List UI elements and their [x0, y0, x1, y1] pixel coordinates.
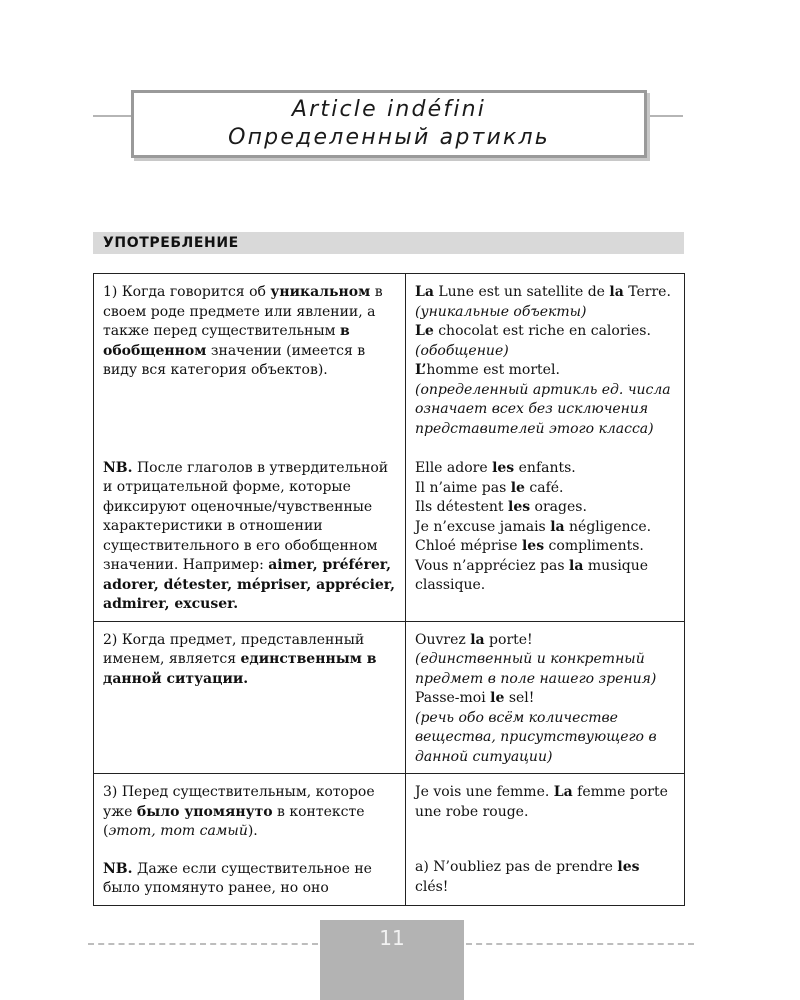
example-text: enfants.: [514, 460, 576, 476]
example-text: a) N’oubliez pas de prendre: [415, 859, 618, 875]
title-rule-right: [645, 115, 683, 117]
example-cell: [406, 621, 685, 774]
table-row: [94, 621, 685, 774]
title-french: Article indéfini: [291, 97, 487, 122]
example-text: Ouvrez: [415, 631, 471, 648]
article: La: [553, 784, 573, 800]
example: [415, 498, 675, 518]
title-box: [131, 90, 647, 158]
example-text: chocolat est riche en calories.: [433, 323, 651, 339]
rule-text-part: ).: [247, 823, 258, 839]
nb-label: NB.: [103, 459, 133, 476]
rule-text: [103, 783, 396, 842]
example-note: [415, 709, 675, 768]
article: L’: [415, 362, 427, 378]
article: la: [609, 284, 624, 300]
article: les: [492, 460, 515, 476]
article: la: [569, 557, 584, 574]
example-note: (уникальные объекты): [415, 303, 587, 320]
article: la: [550, 518, 565, 535]
rule-text-part: в контексте (: [103, 803, 365, 839]
example-text: Elle adore: [415, 460, 493, 476]
example: [415, 783, 675, 822]
rule-cell: [94, 274, 406, 622]
nb-note: [103, 860, 396, 899]
footer-rule-left: [88, 943, 318, 945]
example-note-text: (единственный и конкретный предмет в поле нашего зрения): [415, 651, 657, 687]
article: La: [415, 284, 434, 300]
example-note-text: (речь обо всём количестве вещества, присутствующего в данной ситуации): [415, 709, 657, 765]
example: [415, 537, 675, 557]
example-text: clés!: [415, 878, 449, 895]
example: [415, 322, 675, 342]
nb-end: .: [233, 596, 239, 612]
example-text: femme porte une robe rouge.: [415, 784, 668, 820]
rule-emphasis: уникальном: [270, 284, 371, 300]
table-row: [94, 274, 685, 622]
example: [415, 689, 675, 709]
rule-text-part: 2) Когда предмет, представленный именем, является: [103, 631, 365, 667]
rule-emphasis: в обобщенном: [103, 323, 350, 359]
example-text: Ils détestent: [415, 499, 508, 515]
example-note: [415, 650, 675, 689]
article: le: [490, 690, 505, 706]
example-text: orages.: [530, 499, 587, 515]
example: [415, 631, 675, 651]
rule-emphasis: единственным в данной ситуации: [103, 651, 377, 687]
example-text: musique classique.: [415, 557, 649, 593]
article: les: [521, 538, 545, 554]
example-text: porte!: [484, 631, 533, 648]
rule-text-part: 3) Перед существительным, которое уже: [103, 784, 375, 820]
rule-text: [103, 283, 396, 381]
example-text: Terre.: [623, 284, 671, 300]
example-text: café.: [524, 479, 564, 496]
example-note: [415, 381, 675, 440]
rule-text: [103, 631, 396, 690]
example-text: Vous n’appréciez pas: [415, 557, 569, 574]
nb-text: Даже если существительное не было упомянуто ранее, но оно: [103, 860, 372, 896]
rule-end: .: [243, 670, 249, 687]
article: la: [470, 631, 485, 648]
example-cell: [406, 274, 685, 622]
article: Le: [415, 323, 434, 339]
rule-italic: этот, тот самый: [108, 823, 248, 839]
example: [415, 858, 675, 897]
example-note-text: (определенный артикль ед. числа означает всех без исключения представителей этого класса): [415, 381, 671, 437]
article: les: [617, 859, 640, 875]
example: [415, 459, 675, 479]
section-heading: УПОТРЕБЛЕНИЕ: [103, 235, 239, 251]
example-text: Je n’excuse jamais: [415, 518, 551, 535]
example: [415, 361, 675, 381]
example-text: Lune est un satellite de: [433, 284, 610, 300]
example: [415, 283, 675, 322]
rule-cell: [94, 774, 406, 906]
footer-rule-right: [466, 943, 694, 945]
nb-verbs: aimer, préférer, adorer, détester, mépriser, apprécier, admirer, excuser: [103, 557, 396, 612]
example-text: compliments.: [544, 538, 644, 554]
rule-text-part: значении (имеется в виду вся категория объектов).: [103, 342, 366, 378]
example-note-text: (обобщение): [415, 342, 509, 359]
article: le: [510, 479, 525, 496]
example-note: [415, 342, 675, 362]
rules-table: [93, 273, 685, 906]
page-number: 11: [320, 920, 464, 1000]
rule-text-part: в своем роде предмете или явлении, а также перед существительным: [103, 284, 383, 339]
example-text: sel!: [504, 690, 535, 706]
example: [415, 479, 675, 499]
example-text: Passe-moi: [415, 690, 491, 706]
rule-emphasis: было упомянуто: [136, 803, 273, 820]
example-text: homme est mortel.: [426, 362, 560, 378]
title-rule-left: [93, 115, 133, 117]
nb-text: После глаголов в утвердительной и отрицательной форме, которые фиксируют оценочные/чувственные характеристики в отношении существительного в его обобщенном значении. Например:: [103, 459, 389, 573]
example: [415, 557, 675, 596]
nb-note: [103, 459, 396, 615]
section-heading-bar: [93, 232, 684, 254]
example-cell: [406, 774, 685, 906]
example-text: négligence.: [564, 518, 652, 535]
article: les: [508, 499, 531, 515]
rule-cell: [94, 621, 406, 774]
example-text: Il n’aime pas: [415, 479, 511, 496]
table-row: [94, 774, 685, 906]
example-text: Chloé méprise: [415, 538, 522, 554]
example: [415, 518, 675, 538]
nb-label: NB.: [103, 860, 133, 877]
example-text: Je vois une femme.: [415, 784, 554, 800]
title-russian: Определенный артикль: [228, 125, 550, 150]
rule-text-part: 1) Когда говорится об: [103, 284, 271, 300]
